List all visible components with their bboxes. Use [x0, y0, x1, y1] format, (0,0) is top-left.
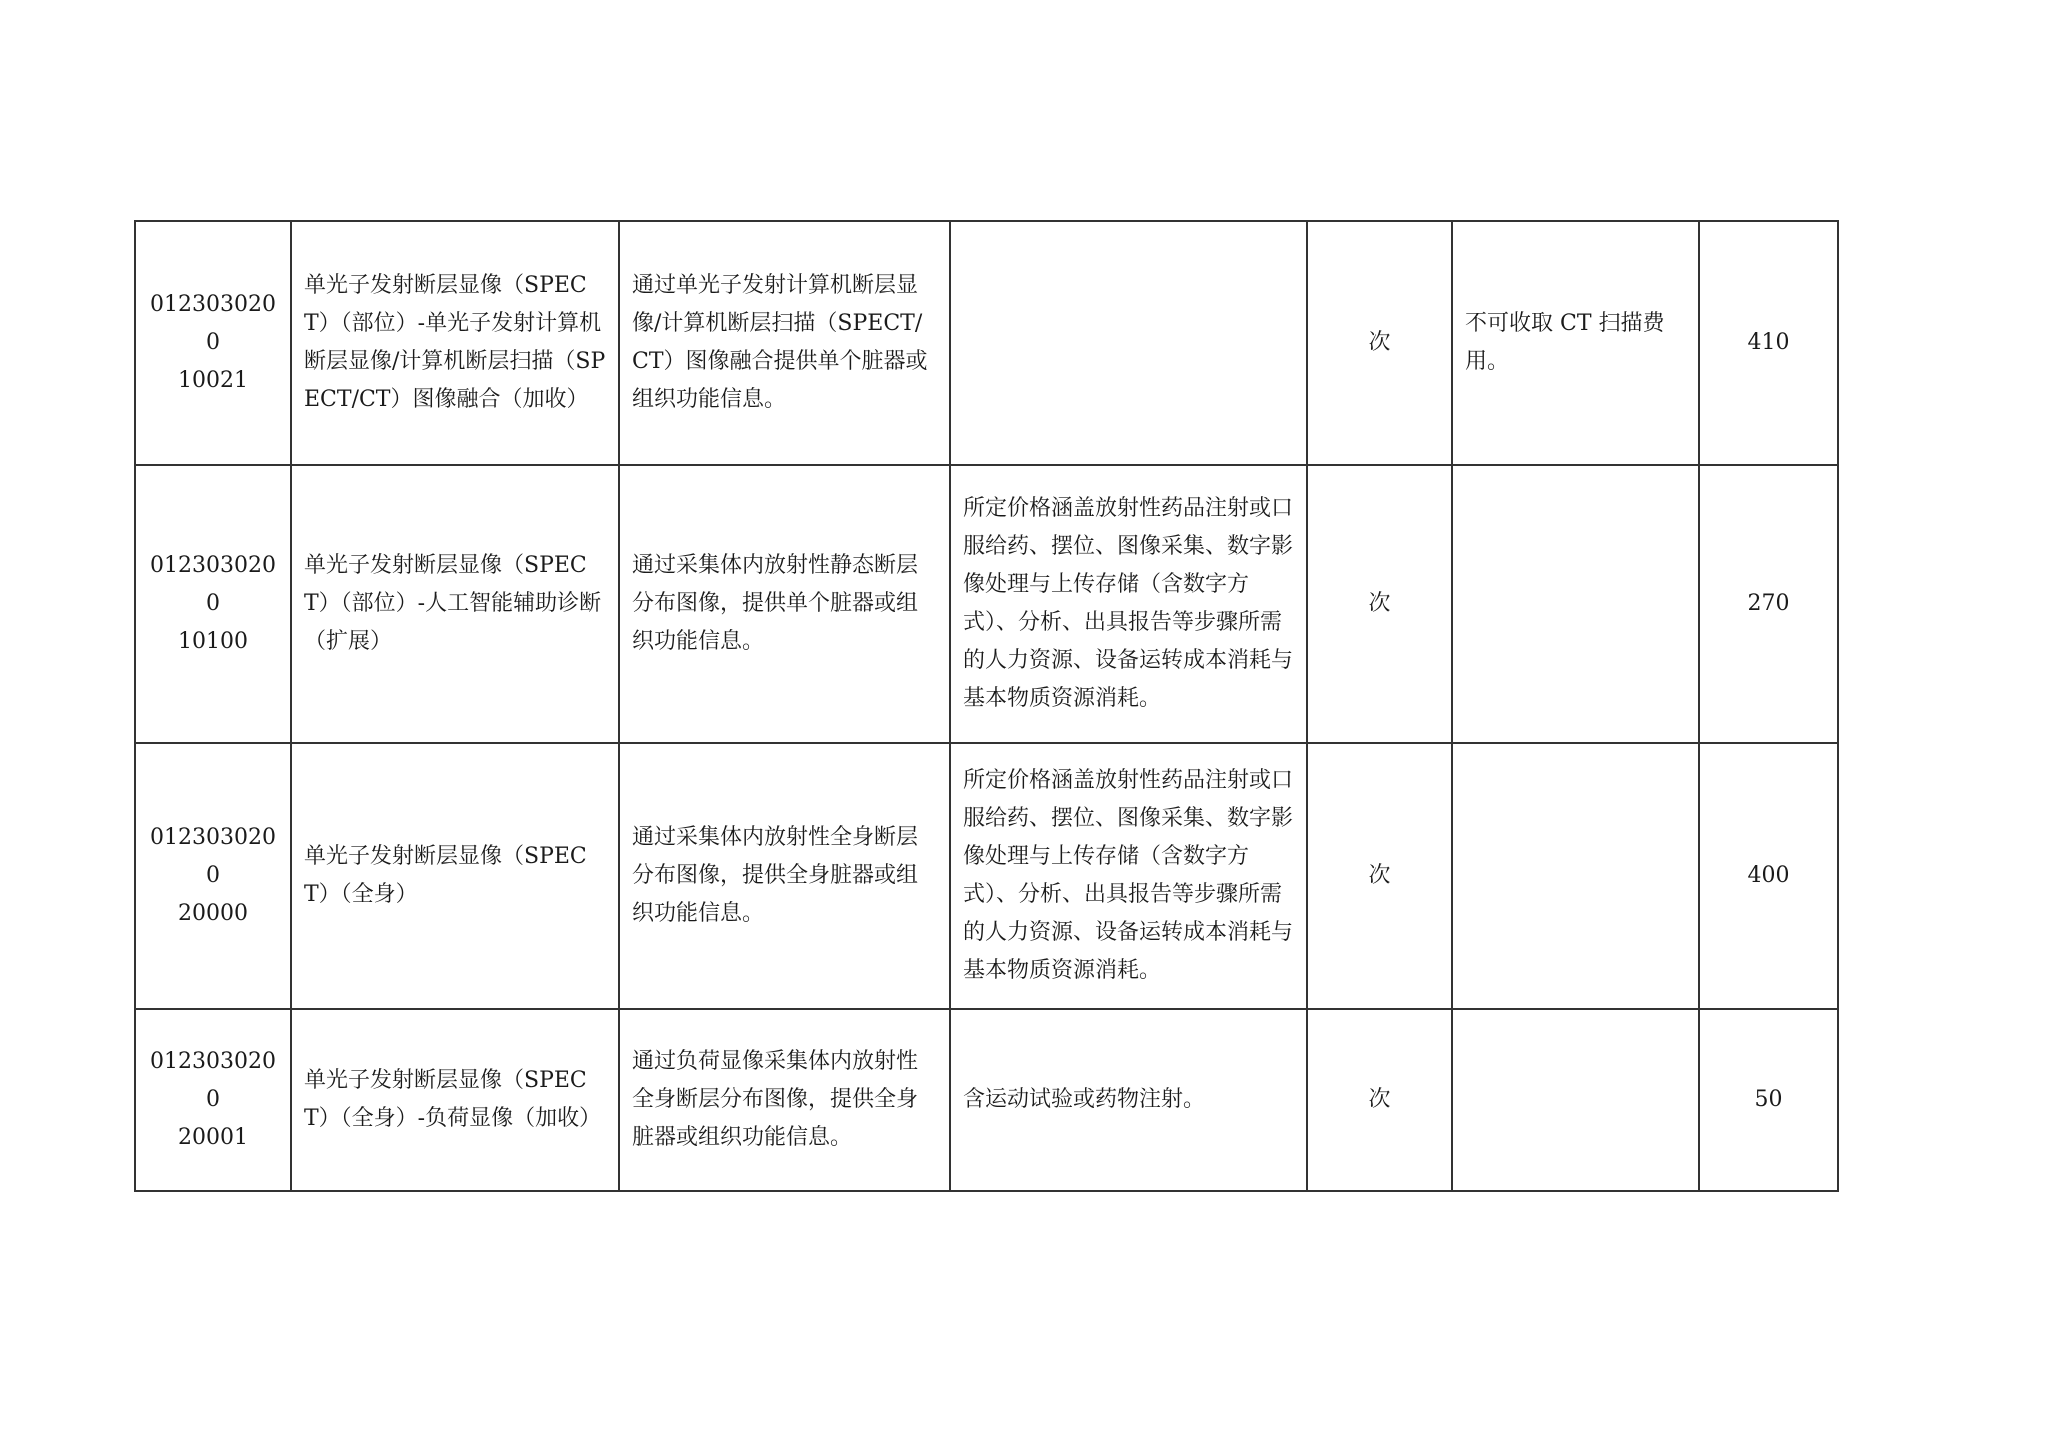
item-name-cell: 单光子发射断层显像（SPECT）（部位）-单光子发射计算机断层显像/计算机断层扫描（SPECT/CT）图像融合（加收） — [291, 221, 619, 465]
item-unit-cell: 次 — [1307, 221, 1452, 465]
item-code-part1: 0123030200 — [150, 553, 276, 616]
item-note-cell — [1452, 1009, 1699, 1191]
item-description-cell: 通过采集体内放射性全身断层分布图像，提供全身脏器或组织功能信息。 — [619, 743, 950, 1009]
item-code-cell — [135, 1009, 291, 1191]
item-code-cell — [135, 743, 291, 1009]
item-content-cell: 含运动试验或药物注射。 — [950, 1009, 1307, 1191]
item-unit-cell: 次 — [1307, 1009, 1452, 1191]
item-note-cell — [1452, 465, 1699, 743]
item-code-part2: 20001 — [178, 1125, 248, 1150]
item-code-cell — [135, 221, 291, 465]
item-name-cell: 单光子发射断层显像（SPECT）（全身）-负荷显像（加收） — [291, 1009, 619, 1191]
item-description-cell: 通过单光子发射计算机断层显像/计算机断层扫描（SPECT/CT）图像融合提供单个脏器或组织功能信息。 — [619, 221, 950, 465]
table-row — [135, 465, 1838, 743]
item-note-cell: 不可收取 CT 扫描费用。 — [1452, 221, 1699, 465]
item-code-part1: 0123030200 — [150, 825, 276, 888]
item-price-cell: 270 — [1699, 465, 1838, 743]
pricing-table — [134, 220, 1839, 1192]
item-code-part2: 10100 — [178, 629, 248, 654]
table-row — [135, 743, 1838, 1009]
item-code-part2: 20000 — [178, 901, 248, 926]
item-code-part1: 0123030200 — [150, 1049, 276, 1112]
item-description-cell: 通过负荷显像采集体内放射性全身断层分布图像，提供全身脏器或组织功能信息。 — [619, 1009, 950, 1191]
item-unit-cell: 次 — [1307, 465, 1452, 743]
table-row — [135, 221, 1838, 465]
item-note-cell — [1452, 743, 1699, 1009]
item-code-part1: 0123030200 — [150, 292, 276, 355]
item-code-part2: 10021 — [178, 368, 248, 393]
item-name-cell: 单光子发射断层显像（SPECT）（部位）-人工智能辅助诊断（扩展） — [291, 465, 619, 743]
item-price-cell: 410 — [1699, 221, 1838, 465]
item-content-cell: 所定价格涵盖放射性药品注射或口服给药、摆位、图像采集、数字影像处理与上传存储（含数字方式）、分析、出具报告等步骤所需的人力资源、设备运转成本消耗与基本物质资源消耗。 — [950, 465, 1307, 743]
item-content-cell — [950, 221, 1307, 465]
table-row — [135, 1009, 1838, 1191]
item-price-cell: 400 — [1699, 743, 1838, 1009]
item-name-cell: 单光子发射断层显像（SPECT）（全身） — [291, 743, 619, 1009]
item-unit-cell: 次 — [1307, 743, 1452, 1009]
item-content-cell: 所定价格涵盖放射性药品注射或口服给药、摆位、图像采集、数字影像处理与上传存储（含数字方式）、分析、出具报告等步骤所需的人力资源、设备运转成本消耗与基本物质资源消耗。 — [950, 743, 1307, 1009]
item-price-cell: 50 — [1699, 1009, 1838, 1191]
item-description-cell: 通过采集体内放射性静态断层分布图像，提供单个脏器或组织功能信息。 — [619, 465, 950, 743]
item-code-cell — [135, 465, 291, 743]
